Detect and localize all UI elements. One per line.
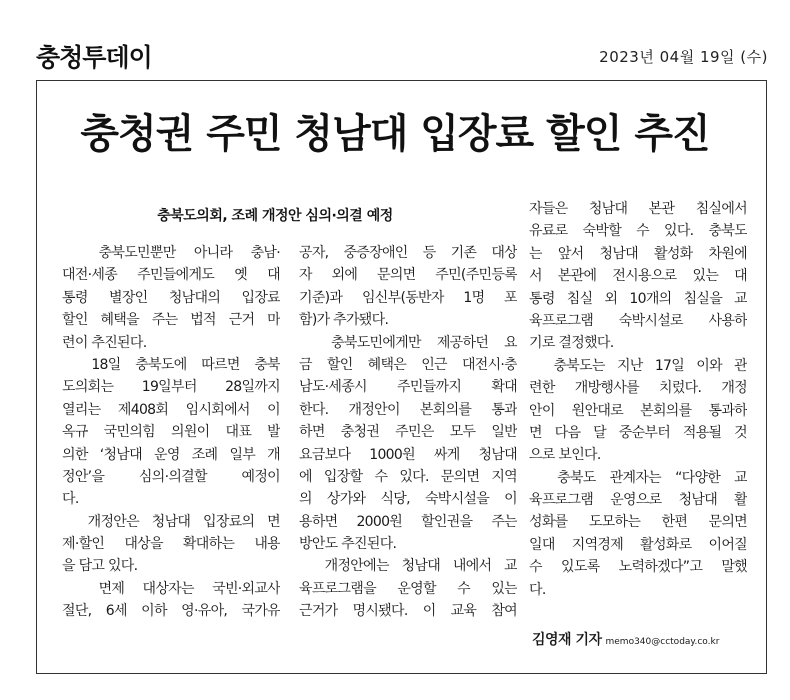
article-text-line: 용하면 2000원 할인권을 주는 <box>299 513 517 530</box>
article-text-line: 의한 ‘청남대 운영 조례 일부 개 <box>62 446 280 463</box>
article-text-line: 충북도는 지난 17일 이와 관 <box>529 357 747 374</box>
article-text-line: 방안도 추진된다. <box>299 536 397 553</box>
article-text-line: 기로 결정했다. <box>529 335 614 352</box>
reporter-email: memo340@cctoday.co.kr <box>605 637 720 647</box>
article-text-line: 공자, 중증장애인 등 기존 대상 <box>299 245 517 261</box>
article-text-line: 할인 혜택을 주는 법적 근거 마 <box>62 312 280 329</box>
article-text-line: 절단, 6세 이하 영·유아, 국가유 <box>62 603 280 620</box>
article-text-line: 으로 보인다. <box>529 447 601 464</box>
article-text-line: 충북도민에게만 제공하던 요 <box>299 334 517 351</box>
article-text-line: 정안’을 심의·의결할 예정이 <box>62 468 280 485</box>
article-text-line: 을 담고 있다. <box>62 558 138 575</box>
article-text-line: 함)가 추가됐다. <box>299 312 389 329</box>
article-text-line: 18일 충북도에 따르면 충북 <box>62 356 280 373</box>
article-column-2 <box>299 242 517 623</box>
article-headline: 충청권 주민 청남대 입장료 할인 추진 <box>80 111 710 157</box>
article-text-line: 충북도민뿐만 아니라 충남· <box>62 245 280 261</box>
article-text-line: 개정안은 청남대 입장료의 면 <box>62 513 280 530</box>
article-text-line: 의 상가와 식당, 숙박시설을 이 <box>299 491 517 508</box>
article-text-line: 면 다음 달 중순부터 적용될 것 <box>529 424 747 441</box>
article-text-line: 통령 별장인 청남대의 입장료 <box>62 289 280 306</box>
article-text-line: 대전·세종 주민들에게도 옛 대 <box>62 267 280 284</box>
article-column-1 <box>62 242 280 623</box>
article-text-line: 자들은 청남대 본관 침실에서 <box>529 201 747 217</box>
article-text-line: 에 입장할 수 있다. 문의면 지역 <box>299 468 517 485</box>
article-text-line: 열리는 제408회 임시회에서 이 <box>62 401 280 418</box>
publication-date: 2023년 04월 19일 (수) <box>599 48 768 66</box>
article-text-line: 자 외에 문의면 주민(주민등록 <box>299 267 517 284</box>
article-text-line: 제·할인 대상을 확대하는 내용 <box>62 536 280 553</box>
article-text-line: 통령 침실 외 10개의 침실을 교 <box>529 290 747 307</box>
article-text-line: 육프로그램 숙박시설로 사용하 <box>529 312 747 329</box>
article-text-line: 금 할인 혜택은 인근 대전시·충 <box>299 356 517 373</box>
article-text-line: 면제 대상자는 국빈·외교사 <box>62 580 280 597</box>
article-text-line: 련이 추진된다. <box>62 334 147 351</box>
article-text-line: 안이 원안대로 본회의를 통과하 <box>529 402 747 419</box>
article-text-line: 육프로그램 운영으로 청남대 활 <box>529 492 747 509</box>
article-text-line: 서 본관에 전시용으로 있는 대 <box>529 268 747 285</box>
article-text-line: 기준)과 임신부(동반자 1명 포 <box>299 289 517 306</box>
article-text-line: 개정안에는 청남대 내에서 교 <box>299 558 517 575</box>
article-text-line: 충북도 관계자는 “다양한 교 <box>529 469 747 486</box>
article-text-line: 일대 지역경제 활성화로 이어질 <box>529 536 747 553</box>
article-text-line: 성화를 도모하는 한편 문의면 <box>529 514 747 531</box>
article-text-line: 요금보다 1000원 싸게 청남대 <box>299 446 517 463</box>
article-text-line: 한다. 개정안이 본회의를 통과 <box>299 401 517 418</box>
article-text-line: 남도·세종시 주민들까지 확대 <box>299 379 517 396</box>
article-text-line: 근거가 명시됐다. 이 교육 참여 <box>299 603 517 620</box>
article-text-line: 육프로그램을 운영할 수 있는 <box>299 580 517 597</box>
article-text-line: 옥규 국민의힘 의원이 대표 발 <box>62 424 280 441</box>
article-text-line: 련한 개방행사를 치렀다. 개정 <box>529 380 747 397</box>
article-text-line: 다. <box>529 581 546 598</box>
reporter-name: 김영재 기자 <box>532 632 602 648</box>
article-text-line: 도의회는 19일부터 28일까지 <box>62 379 280 396</box>
article-text-line: 하면 충청권 주민은 모두 일반 <box>299 424 517 441</box>
newspaper-masthead: 충청투데이 <box>36 43 152 72</box>
article-text-line: 수 있도록 노력하겠다”고 말했 <box>529 559 747 576</box>
article-text-line: 다. <box>62 491 79 508</box>
article-column-3 <box>529 198 747 601</box>
article-text-line: 는 앞서 청남대 활성화 차원에 <box>529 245 747 262</box>
article-subheadline: 충북도의회, 조례 개정안 심의·의결 예정 <box>157 208 393 224</box>
article-byline <box>532 629 719 649</box>
article-text-line: 유료로 숙박할 수 있다. 충북도 <box>529 223 747 240</box>
